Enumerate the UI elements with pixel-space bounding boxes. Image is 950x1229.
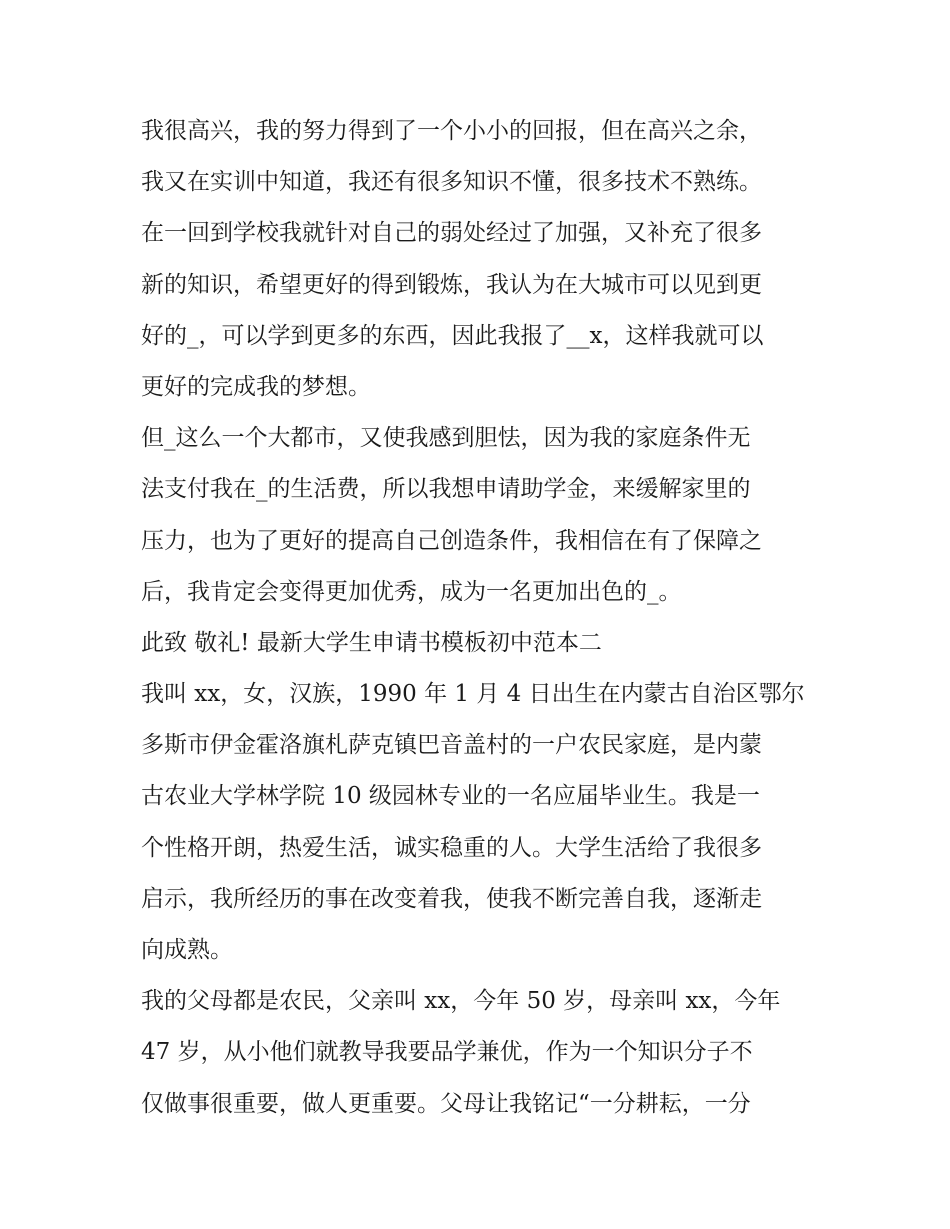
- text-line: 好的_，可以学到更多的东西，因此我报了__x，这样我就可以: [141, 322, 764, 349]
- text-line: 后，我肯定会变得更加优秀，成为一名更加出色的_。: [141, 578, 682, 605]
- text-line: 我叫 xx，女，汉族，1990 年 1 月 4 日出生在内蒙古自治区鄂尔: [141, 681, 805, 708]
- text-line: 古农业大学林学院 10 级园林专业的一名应届毕业生。我是一: [141, 783, 760, 810]
- text-line: 在一回到学校我就针对自己的弱处经过了加强，又补充了很多: [141, 220, 762, 247]
- text-line: 47 岁，从小他们就教导我要品学兼优，作为一个知识分子不: [141, 1039, 753, 1066]
- section-heading: 此致 敬礼! 最新大学生申请书模板初中范本二: [141, 629, 602, 656]
- text-line: 我的父母都是农民，父亲叫 xx，今年 50 岁，母亲叫 xx，今年: [141, 988, 781, 1015]
- text-line: 多斯市伊金霍洛旗札萨克镇巴音盖村的一户农民家庭，是内蒙: [141, 732, 762, 759]
- text-line: 更好的完成我的梦想。: [141, 373, 371, 400]
- text-line: 我很高兴，我的努力得到了一个小小的回报，但在高兴之余，: [141, 118, 762, 144]
- text-line: 个性格开朗，热爱生活，诚实稳重的人。大学生活给了我很多: [141, 834, 762, 861]
- text-line: 压力，也为了更好的提高自己创造条件，我相信在有了保障之: [141, 527, 762, 554]
- text-line: 启示，我所经历的事在改变着我，使我不断完善自我，逐渐走: [141, 885, 762, 912]
- text-line: 法支付我在_的生活费，所以我想申请助学金，来缓解家里的: [141, 476, 751, 503]
- text-line: 我又在实训中知道，我还有很多知识不懂，很多技术不熟练。: [141, 169, 762, 196]
- text-line: 向成熟。: [141, 937, 233, 963]
- text-line: 新的知识，希望更好的得到锻炼，我认为在大城市可以见到更: [141, 271, 762, 298]
- text-line: 但_这么一个大都市，又使我感到胆怯，因为我的家庭条件无: [141, 425, 751, 452]
- text-line: 仅做事很重要，做人更重要。父母让我铭记“一分耕耘，一分: [141, 1090, 751, 1117]
- document-body: [141, 106, 813, 1130]
